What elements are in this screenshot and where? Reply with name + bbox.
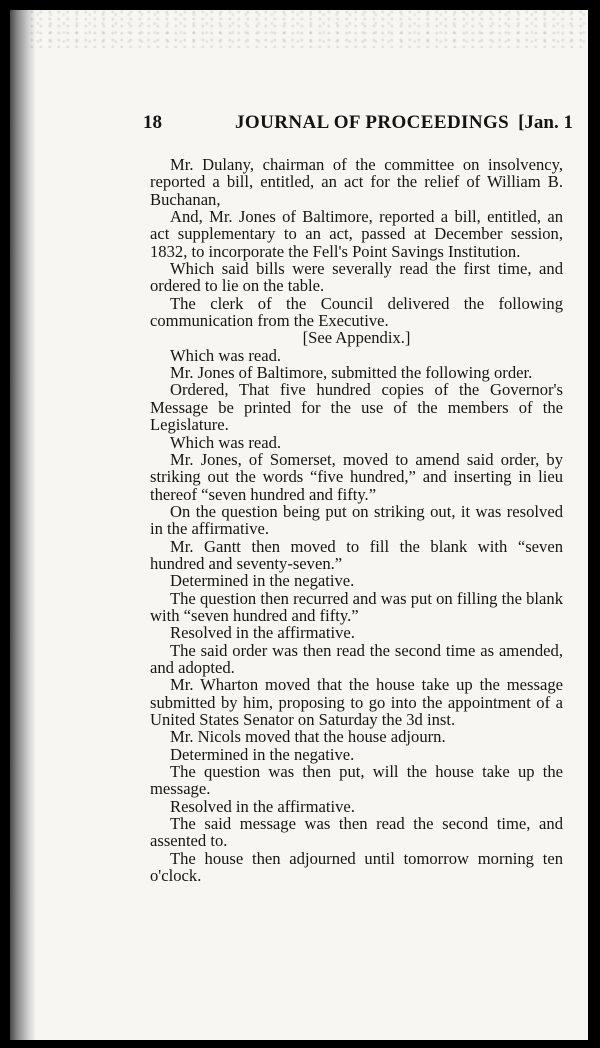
paragraph-nicols-motion: Mr. Nicols moved that the house adjourn. [170, 727, 446, 747]
page-number: 18 [143, 112, 162, 133]
paragraph-bills-read: Which said bills were severally read the first time, and ordered to lie on the table. [150, 259, 563, 296]
paragraph-council-communication: The clerk of the Council delivered the following communication from the Executive. [150, 293, 563, 331]
paragraph-determined-negative: Determined in the negative. [170, 571, 355, 591]
paragraph-amend-motion: Mr. Jones, of Somerset, moved to amend said order, by striking out the words “five hundred,” and inserting in lieu thereof “seven hundred and fifty.” [150, 449, 563, 504]
paragraph-ordered: Ordered, That five hundred copies of the Governor's Message be printed for the use of the members of the Legislature. [150, 380, 563, 435]
paragraph-gantt-motion: Mr. Gantt then moved to fill the blank with “seven hundred and seventy-seven.” [150, 536, 563, 573]
running-head [143, 112, 573, 140]
page-edge-speckle [30, 10, 588, 48]
paragraph-question-put: The question was then put, will the house take up the message. [150, 762, 563, 799]
paragraph-resolved-affirmative: Resolved in the affirmative. [170, 796, 355, 816]
appendix-reference: [See Appendix.] [302, 328, 411, 348]
paragraph-question-recurred: The question then recurred and was put on filling the blank with “seven hundred and fifty.” [150, 588, 563, 625]
binding-gutter-shadow [10, 10, 36, 1040]
date-reference: [Jan. 1 [518, 112, 573, 133]
paragraph-adjourned: The house then adjourned until tomorrow morning ten o'clock. [150, 848, 563, 886]
paragraph-which-read: Which was read. [170, 345, 282, 365]
paragraph-jones-report: And, Mr. Jones of Baltimore, reported a bill, entitled, an act supplementary to an act, passed at December session, 1832, to incorporate the Fell's Point Savings Institution. [150, 207, 563, 261]
journal-body [150, 156, 563, 884]
paragraph-which-read: Which was read. [170, 432, 282, 452]
paragraph-order-adopted: The said order was then read the second time as amended, and adopted. [150, 640, 563, 677]
paragraph-determined-negative: Determined in the negative. [170, 744, 355, 764]
paragraph-committee-report: Mr. Dulany, chairman of the committee on insolvency, reported a bill, entitled, an act for the relief of William B. Buchanan, [150, 155, 563, 209]
paragraph-order-submitted: Mr. Jones of Baltimore, submitted the following order. [170, 363, 533, 383]
paragraph-wharton-motion: Mr. Wharton moved that the house take up the message submitted by him, proposing to go into the appointment of a United States Senator on Saturday the 3d inst. [150, 675, 563, 729]
paragraph-resolved-affirmative: Resolved in the affirmative. [170, 623, 355, 643]
paragraph-message-assented: The said message was then read the second time, and assented to. [150, 814, 563, 851]
scanned-page [10, 10, 588, 1040]
paragraph-striking-out: On the question being put on striking out, it was resolved in the affirmative. [150, 501, 563, 539]
journal-title: JOURNAL OF PROCEEDINGS [235, 112, 510, 133]
